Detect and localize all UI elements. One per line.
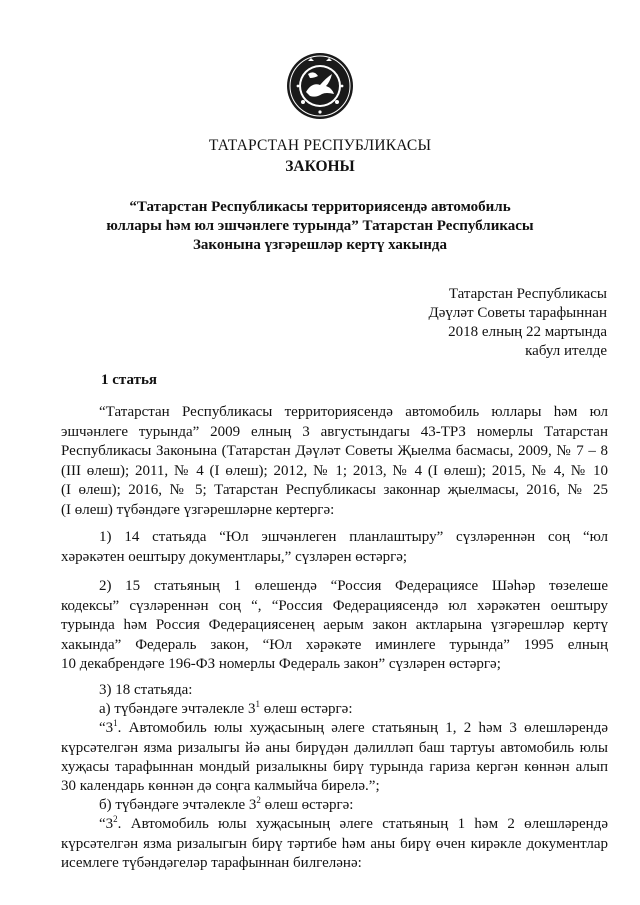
item-3-heading-text: 3) 18 статьяда:	[99, 682, 193, 698]
paragraph-line: хакында” Федераль закон, “Юл хәрәкәте иминлеге турында” 1995 елның	[61, 636, 608, 653]
item-3a-post: өлеш өстәргә:	[259, 701, 353, 718]
adoption-line: 2018 елның 22 мартында	[448, 324, 607, 340]
item-3a-pre: а) түбәндәге эчтәлекле 3	[99, 701, 256, 718]
adoption-line: Татарстан Республикасы	[448, 286, 607, 302]
paragraph-line: эшчәнлеге турында” 2009 елның 3 августындагы 43-ТРЗ номерлы Татарстан	[61, 423, 608, 440]
header-republic: ТАТАРСТАН РЕСПУБЛИКАСЫ	[208, 137, 432, 154]
paragraph-line: хуҗасы тарафыннан мондый ризалыкны бирү турында гариза кергән көннән алып	[61, 758, 608, 775]
paragraph-line: исемлеге түбәндәгеләр тарафыннан билгеләнә:	[61, 854, 362, 871]
law-title-line: юллары һәм юл эшчәнлеге турында” Татарстан Республикасы	[106, 218, 534, 234]
paragraph-line: (III өлеш); 2011, № 4 (I өлеш); 2012, № 1; 2013, № 4 (I өлеш); 2015, № 4, № 10	[61, 462, 608, 479]
item-3b-quote-pre: “3	[99, 816, 114, 833]
item-3b-quote-rest: . Автомобиль юлы хуҗасының әлеге статьяның 1 һәм 2 өлешләрендә	[117, 816, 608, 833]
paragraph-line: күрсәтелгән язма ризалыгын бирү тәртибе һәм аны бирү өчен кирәкле документлар	[61, 835, 608, 852]
intro-paragraph	[61, 403, 608, 520]
item-1-paragraph	[61, 528, 608, 567]
law-title-line: “Татарстан Республикасы территориясендә автомобиль	[129, 199, 511, 215]
item-2-paragraph	[61, 577, 608, 675]
item-3b-quote-line	[61, 815, 608, 834]
article-heading: 1 статья	[101, 372, 157, 388]
item-3a-quote-sup: 1	[113, 718, 118, 729]
paragraph-line: 2) 15 статьяның 1 өлешендә “Россия Федерациясе Шәһәр төзелеше	[99, 578, 608, 594]
item-3a-quote-rest: . Автомобиль юлы хуҗасының әлеге статьяның 1, 2 һәм 3 өлешләрендә	[117, 720, 608, 737]
item-3-paragraph	[61, 681, 608, 873]
paragraph-line: 10 декабрендәге 196-ФЗ номерлы Федераль закон” сүзләрен өстәргә;	[61, 656, 501, 672]
item-3b-pre: б) түбәндәге эчтәлекле 3	[99, 797, 257, 814]
item-3a-line	[61, 700, 608, 719]
item-3b-line	[61, 796, 608, 815]
item-3a-quote-pre: “3	[99, 720, 114, 737]
tatarstan-emblem-icon	[286, 52, 354, 120]
paragraph-line: (I өлеш); 2016, № 5; Татарстан Республикасы законнар җыелмасы, 2016, № 25	[61, 482, 608, 498]
adoption-line: Дәүләт Советы тарафыннан	[428, 305, 607, 321]
header-law: ЗАКОНЫ	[285, 158, 355, 175]
item-3-heading	[61, 681, 608, 700]
paragraph-line: “Татарстан Республикасы территориясендә автомобиль юллары һәм юл	[99, 404, 608, 420]
paragraph-line: (I өлеш) түбәндәге үзгәрешләрне кертергә:	[61, 501, 335, 518]
paragraph-line: 1) 14 статьяда “Юл эшчәнлеген планлаштыру” сүзләреннән соң “юл	[99, 529, 608, 545]
item-3b-sup: 2	[256, 795, 261, 806]
adoption-note	[387, 285, 607, 361]
law-title-line: Законына үзгәрешләр кертү хакында	[192, 237, 447, 253]
item-3a-sup: 1	[255, 699, 260, 710]
paragraph-line: турында һәм Россия Федерациясенең аерым закон актларына үзгәрешләр кертү	[61, 617, 608, 633]
adoption-line: кабул ителде	[525, 343, 607, 359]
item-3a-quote-line	[61, 719, 608, 738]
law-title	[0, 198, 640, 255]
paragraph-line: 30 календарь көннән дә соңга калмыйча бирелә.”;	[61, 778, 380, 795]
item-3b-quote-sup: 2	[113, 814, 118, 825]
paragraph-line: кодексы” сүзләреннән соң “, “Россия Федерациясендә юл хәрәкәтен оештыру	[61, 597, 608, 614]
paragraph-line: хәрәкәтен оештыру документлары,” сүзләрен өстәргә;	[61, 548, 408, 565]
paragraph-line: күрсәтелгән язма ризалыгы йә аны бирүдән дәлилләп баш тартуы автомобиль юлы	[61, 739, 608, 756]
paragraph-line: Республикасы Законына (Татарстан Дәүләт Советы Җыелма басмасы, 2009, № 7 – 8	[61, 443, 608, 459]
item-3b-post: өлеш өстәргә:	[260, 797, 354, 814]
